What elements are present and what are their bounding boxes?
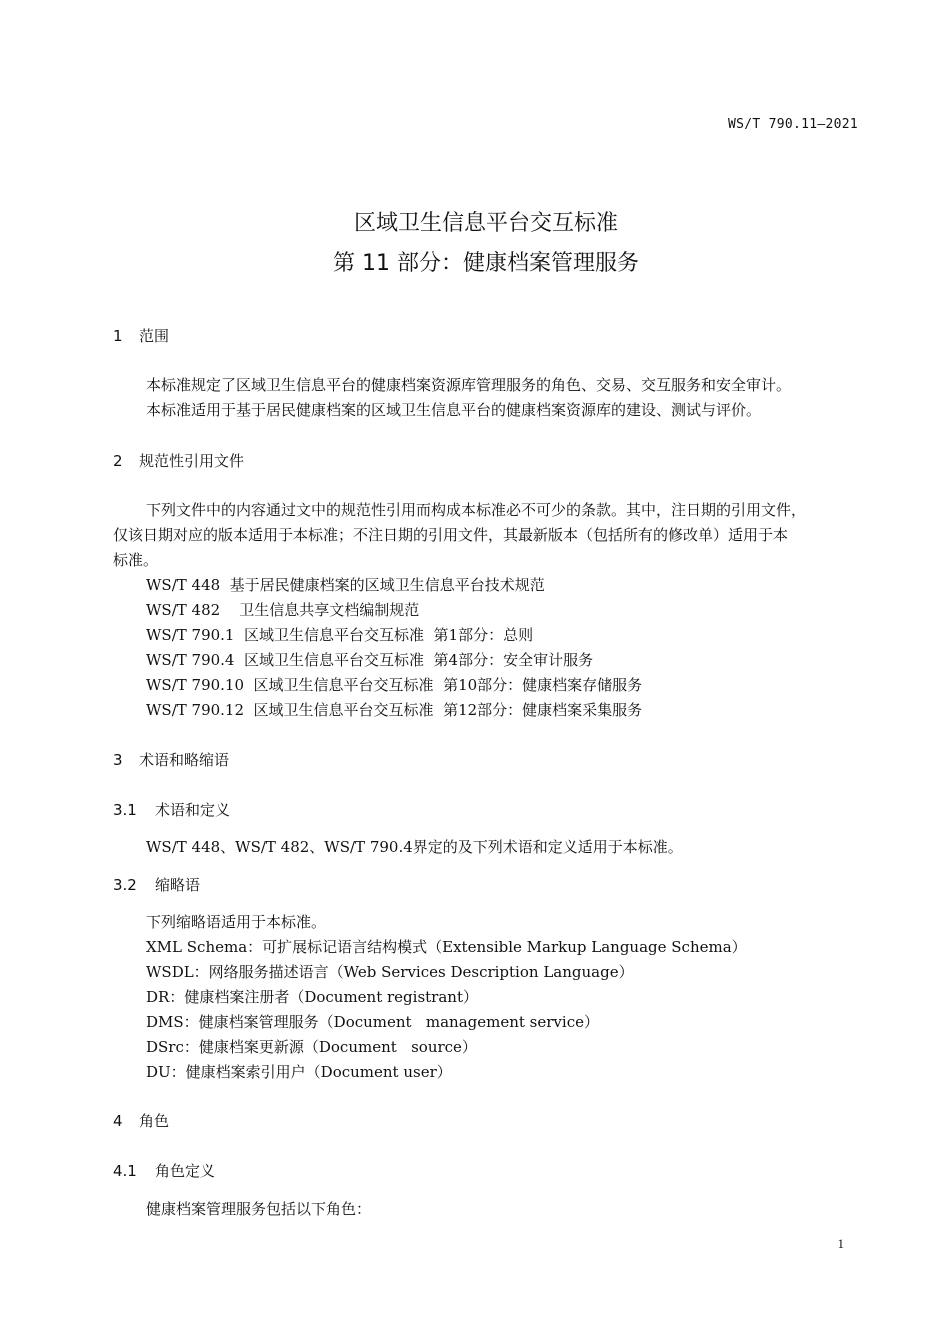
document-title-line-1: 区域卫生信息平台交互标准 [353, 211, 618, 236]
section-2-heading [113, 450, 244, 471]
section-4-heading [113, 1110, 169, 1131]
paragraph: 健康档案管理服务包括以下角色： [146, 1200, 372, 1218]
paragraph: WS/T 448、WS/T 482、WS/T 790.4界定的及下列术语和定义适用于本标准。 [146, 838, 683, 856]
reference-item: WS/T 482 卫生信息共享文档编制规范 [146, 601, 420, 619]
reference-item: WS/T 790.4 区域卫生信息平台交互标准 第4部分：安全审计服务 [146, 651, 594, 669]
section-3-2-heading [113, 874, 200, 895]
standard-code: WS/T 790.11—2021 [727, 117, 858, 132]
section-title: 范围 [139, 327, 170, 345]
abbreviation-line: 下列缩略语适用于本标准。 [146, 913, 327, 931]
section-4-1-heading [113, 1160, 215, 1181]
reference-item: WS/T 448 基于居民健康档案的区域卫生信息平台技术规范 [146, 576, 545, 594]
reference-item: WS/T 790.10 区域卫生信息平台交互标准 第10部分：健康档案存储服务 [146, 676, 643, 694]
section-title: 术语和略缩语 [139, 751, 230, 769]
section-3-1-heading [113, 799, 230, 820]
abbreviation-line: DU：健康档案索引用户（Document user） [146, 1063, 452, 1081]
abbreviation-line: XML Schema：可扩展标记语言结构模式（Extensible Markup Language Schema） [146, 938, 747, 956]
abbreviation-line: DSrc：健康档案更新源（Document source） [146, 1038, 477, 1056]
abbreviation-line: DMS：健康档案管理服务（Document management service） [146, 1013, 599, 1031]
section-title: 角色定义 [155, 1162, 216, 1180]
section-number: 4 [113, 1112, 123, 1130]
paragraph-line: 下列文件中的内容通过文中的规范性引用而构成本标准必不可少的条款。其中，注日期的引用文件， [146, 501, 807, 519]
section-title: 术语和定义 [155, 801, 231, 819]
section-3-heading [113, 749, 229, 770]
section-number: 1 [113, 327, 123, 345]
page-number: 1 [837, 1236, 844, 1251]
document-title-line-2: 第 11 部分：健康档案管理服务 [333, 251, 639, 276]
section-title: 角色 [139, 1112, 170, 1130]
section-title: 缩略语 [155, 876, 201, 894]
paragraph-line: 仅该日期对应的版本适用于本标准；不注日期的引用文件，其最新版本（包括所有的修改单）适用于本 [113, 526, 789, 544]
section-number: 4.1 [113, 1162, 137, 1180]
reference-item: WS/T 790.1 区域卫生信息平台交互标准 第1部分：总则 [146, 626, 534, 644]
paragraph: 本标准适用于基于居民健康档案的区域卫生信息平台的健康档案资源库的建设、测试与评价。 [146, 401, 762, 419]
section-1-heading [113, 325, 169, 346]
paragraph-line: 标准。 [113, 551, 159, 569]
section-title: 规范性引用文件 [139, 452, 245, 470]
abbreviation-line: WSDL：网络服务描述语言（Web Services Description Language） [146, 963, 634, 981]
reference-item: WS/T 790.12 区域卫生信息平台交互标准 第12部分：健康档案采集服务 [146, 701, 643, 719]
paragraph: 本标准规定了区域卫生信息平台的健康档案资源库管理服务的角色、交易、交互服务和安全审计。 [146, 376, 792, 394]
section-number: 2 [113, 452, 123, 470]
section-number: 3 [113, 751, 123, 769]
abbreviation-line: DR：健康档案注册者（Document registrant） [146, 988, 478, 1006]
section-number: 3.1 [113, 801, 137, 819]
section-number: 3.2 [113, 876, 137, 894]
